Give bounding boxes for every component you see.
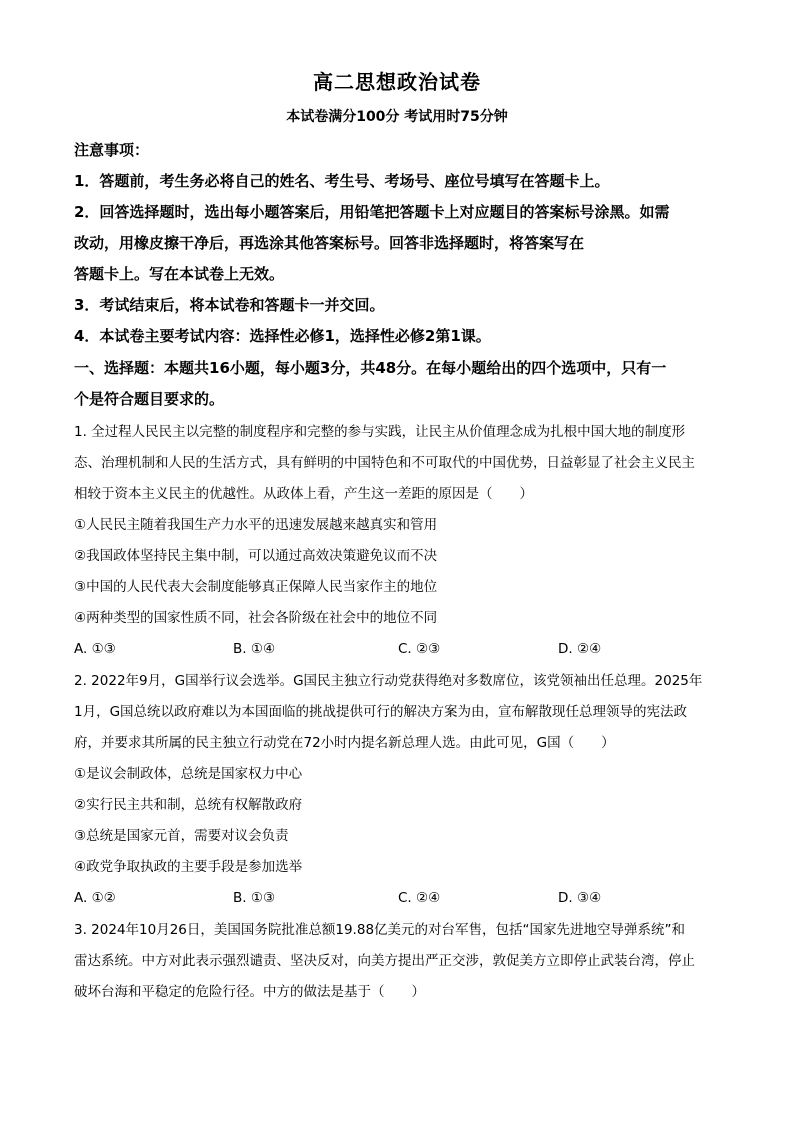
question-3-stem: 3. 2024年10月26日，美国国务院批准总额19.88亿美元的对台军售，包括“国家先进地空导弹系统”和 — [74, 922, 686, 938]
note-item: 4．本试卷主要考试内容：选择性必修1，选择性必修2第1课。 — [74, 327, 491, 345]
question-1-option-b: B. ①④ — [233, 641, 276, 657]
question-2-option-b: B. ①③ — [233, 890, 276, 906]
question-2-statement: ①是议会制政体，总统是国家权力中心 — [74, 766, 303, 782]
question-2-stem: 府，并要求其所属的民主独立行动党在72小时内提名新总理人选。由此可见，G国（ ） — [74, 735, 615, 751]
question-2-option-d: D. ③④ — [558, 890, 602, 906]
question-2-option-c: C. ②④ — [398, 890, 441, 906]
note-item: 3．考试结束后，将本试卷和答题卡一并交回。 — [74, 296, 385, 314]
question-2-statement: ②实行民主共和制，总统有权解散政府 — [74, 797, 303, 813]
question-1-stem: 1. 全过程人民民主以完整的制度程序和完整的参与实践，让民主从价值理念成为扎根中国大地的制度形 — [74, 424, 686, 440]
page-title: 高二思想政治试卷 — [313, 70, 481, 94]
question-1-statement: ③中国的人民代表大会制度能够真正保障人民当家作主的地位 — [74, 579, 438, 595]
question-2-option-a: A. ①② — [74, 890, 116, 906]
question-1-statement: ①人民民主随着我国生产力水平的迅速发展越来越真实和管用 — [74, 517, 438, 533]
question-3-stem: 雷达系统。中方对此表示强烈谴责、坚决反对，向美方提出严正交涉，敦促美方立即停止武装台湾，停止 — [74, 953, 695, 969]
question-2-stem: 1月，G国总统以政府难以为本国面临的挑战提供可行的解决方案为由，宣布解散现任总理领导的宪法政 — [74, 704, 688, 720]
question-1-statement: ②我国政体坚持民主集中制，可以通过高效决策避免议而不决 — [74, 548, 438, 564]
question-1-statement: ④两种类型的国家性质不同，社会各阶级在社会中的地位不同 — [74, 610, 438, 626]
section-heading: 一、选择题：本题共16小题，每小题3分，共48分。在每小题给出的四个选项中，只有一 — [74, 359, 667, 377]
question-1-option-c: C. ②③ — [398, 641, 441, 657]
question-1-stem: 相较于资本主义民主的优越性。从政体上看，产生这一差距的原因是（ ） — [74, 486, 533, 502]
note-item: 答题卡上。写在本试卷上无效。 — [74, 265, 285, 283]
question-1-stem: 态、治理机制和人民的生活方式，具有鲜明的中国特色和不可取代的中国优势，日益彰显了社会主义民主 — [74, 455, 695, 471]
question-1-option-a: A. ①③ — [74, 641, 116, 657]
question-2-statement: ③总统是国家元首，需要对议会负责 — [74, 828, 289, 844]
note-item: 1．答题前，考生务必将自己的姓名、考生号、考场号、座位号填写在答题卡上。 — [74, 172, 610, 190]
question-2-statement: ④政党争取执政的主要手段是参加选举 — [74, 859, 303, 875]
note-item: 改动，用橡皮擦干净后，再选涂其他答案标号。回答非选择题时，将答案写在 — [74, 234, 585, 252]
section-heading-cont: 个是符合题目要求的。 — [74, 390, 225, 408]
note-item: 2．回答选择题时，选出每小题答案后，用铅笔把答题卡上对应题目的答案标号涂黑。如需 — [74, 203, 670, 221]
exam-info: 本试卷满分100分 考试用时75分钟 — [286, 109, 508, 125]
notes-heading: 注意事项： — [74, 141, 150, 159]
question-2-stem: 2. 2022年9月，G国举行议会选举。G国民主独立行动党获得绝对多数席位，该党领袖出任总理。2025年 — [74, 673, 703, 689]
question-1-option-d: D. ②④ — [558, 641, 602, 657]
question-3-stem: 破坏台海和平稳定的危险行径。中方的做法是基于（ ） — [74, 984, 425, 1000]
